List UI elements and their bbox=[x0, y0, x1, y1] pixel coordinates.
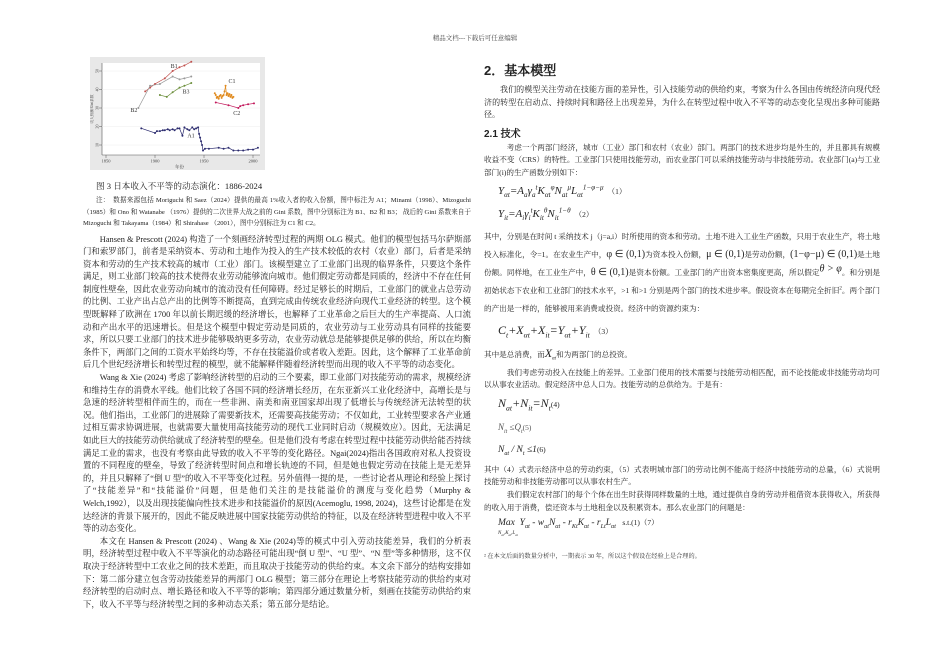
line-chart bbox=[90, 57, 265, 170]
text: 是资本份额。工业部门的产出资本密集度更高，所以假定 bbox=[628, 267, 820, 277]
data-point-A1 bbox=[140, 127, 142, 129]
data-point-B1 bbox=[144, 90, 146, 92]
data-point-C2 bbox=[228, 104, 230, 106]
data-point-C2 bbox=[253, 102, 255, 104]
data-point-B2 bbox=[137, 107, 139, 109]
data-point-C1 bbox=[232, 96, 234, 98]
text: 和为两部门的总投资。 bbox=[556, 349, 632, 359]
series-label-C1: C1 bbox=[228, 78, 236, 85]
left-column bbox=[83, 180, 471, 611]
data-point-A1 bbox=[204, 148, 206, 150]
data-point-A1 bbox=[202, 150, 204, 152]
section-title: 2．基本模型 bbox=[484, 63, 557, 78]
data-point-A1 bbox=[195, 127, 197, 129]
data-point-B3 bbox=[166, 96, 168, 98]
text: 为资本投入份额， bbox=[645, 249, 707, 259]
text: 是土地份额。同样地，在工业生产中， bbox=[484, 249, 881, 277]
data-point-C1 bbox=[215, 94, 217, 96]
y-axis-label: 收入份额/Gini系数 bbox=[90, 94, 94, 124]
data-point-A1 bbox=[162, 129, 164, 131]
text: 。和分别是初始状态下农业和工业部门的技术水平，>1 和>1 分别是两个部门的技术进步率。假设资本在每期完全折旧 bbox=[484, 267, 881, 295]
consumption-line: 其中是总消费，而$X_{\alpha t}$和为两部门的总投资。 bbox=[484, 345, 632, 362]
section-intro: 我们的模型关注劳动在技能方面的差异性，引入技能劳动的供给约束，考察为什么各国由传统经济向现代经济的转型在启动点、持续时间和路径上出现差异，为什么在转型过程中收入不平等的动态变化呈现出多种可能路径。 bbox=[484, 85, 880, 120]
series-label-B1: B1 bbox=[170, 64, 178, 70]
data-point-B2 bbox=[190, 76, 192, 78]
data-point-B1 bbox=[183, 64, 185, 66]
data-point-A1 bbox=[201, 144, 203, 146]
data-point-A1 bbox=[247, 149, 249, 151]
subsection-title: 2.1 技术 bbox=[484, 128, 521, 140]
text: 是劳动份额， bbox=[744, 249, 791, 259]
footnote: ² 在本文后面的数量分析中，一期表示 30 年，所以这个假设在经验上是合理的。 bbox=[484, 553, 701, 561]
max-operator: Max bbox=[498, 518, 515, 529]
equation-2: $Y_{it}=A_i\gamma_i^tK_{it}^\theta N_{it}^{1-\theta}$ （2） bbox=[498, 205, 594, 222]
series-label-B2: B2 bbox=[130, 108, 138, 114]
rural-problem-paragraph: 我们假定农村部门的每个个体在出生时获得同样数量的土地，通过提供自身的劳动并租借资本获得收入，所获得的收入用于消费，偿还资本与土地租金以及积累资本。那么农业部门的问题是： bbox=[484, 489, 880, 512]
data-point-A1 bbox=[167, 128, 169, 130]
data-point-C1 bbox=[229, 96, 231, 98]
data-point-A1 bbox=[164, 129, 166, 131]
data-point-A1 bbox=[252, 149, 254, 151]
data-point-C1 bbox=[228, 95, 230, 97]
data-point-A1 bbox=[237, 150, 239, 152]
paragraph-wang-xie: Wang & Xie (2024) 考虑了影响经济转型的启动的三个要素，即工业部门对技能劳动的需求，规模经济和维持生存的消费水平线。他们比较了各国不同的经济增长经历，在东亚新兴工业化经济中，高增长是与急速的经济转型相伴而生的，而在一些非洲、南美和南亚国家却出现了低增长与传统经济无法转型的状况。他们指出，工业部门的进展除了需要新技术，还需要高技能劳动；不仅如此，工业转型要求各产业通过相互需求协调进展，也就需要大量使用高技能劳动的现代工业同时启动（规模效应）。因此，无法满足如此巨大的技能劳动供给就成了经济转型的壁垒。但是他们没有考虑在转型过程中技能劳动供给能否持续满足工业的需求，也没有考察由此导致的收入不平等的变化路径。Ngai(2024)指出各国政府对私人投资设置的不同程度的壁垒，导致了经济转型时间点和增长轨迹的不同，但是她也假定劳动在技能上是无差异的，并且只解释了“倒 U 型”的收入不平等变化过程。另外值得一提的是，一些讨论者从理论和经验上探讨了“技能差异”和“技能溢价”问题，但是他们关注的是技能溢价的测度与变化趋势（Murphy & Welch,1992），以及出现技能偏向性技术进步和技能溢价的原因(Acemoglu, 1998, 2024)，这些讨论都是在发达经济的背景下展开的，因此不能反映进展中国家技能劳动供给的特征，以及在经济转型进程中收入不平等的动态变化。 bbox=[83, 373, 471, 534]
text: 其中是总消费，而 bbox=[484, 349, 545, 359]
figure-note: 注： 数据来源包括 Moriguchi 和 Saez（2024）提供的最高 1%收入者的收入份额，图中标注为 A1；Minami（1998）、Mizoguchi （1985）和 Ono 和 Watanabe （1976）提供的二次世界大战之前的 Gini 系数，图中分别标注为 B1、B2 和 B3； 战后的 Gini 系数来自于 Mizoguchi 和 Takayama（1984）和 Shirahase （2001），图中分别标注为 C1 和 C2。 bbox=[83, 197, 471, 227]
paragraph-this-paper: 本文在 Hansen & Prescott (2024) 、Wang & Xie (2024)等的模式中引入劳动技能差异，我们的分析表明，经济转型过程中收入不平等演化的动态路径可能出现“倒 U 型”、“U 型”、“N 型”等多种情形，这不仅取决于经济转型中工农业之间的技术差距，而且取决于技能劳动的供给约束。本文余下部分的结构安排如下：第二部分建立包含劳动技能差异的两部门 OLG 模型；第三部分在理论上考察技能劳动的供给约束对经济转型的启动时点、增长路径和收入不平等的影响；第四部分通过数量分析，刻画在技能劳动供给约束下，收入不平等与经济转型之间的多种动态关系；第五部分是结论。 bbox=[83, 536, 471, 609]
phi-range: φ ∈ (0,1) bbox=[606, 248, 646, 260]
y-tick-label: 50 bbox=[94, 69, 100, 73]
data-point-B1 bbox=[179, 66, 181, 68]
theta-range: θ ∈ (0,1) bbox=[590, 266, 629, 278]
data-point-B3 bbox=[172, 91, 174, 93]
data-point-B2 bbox=[179, 78, 181, 80]
mu-range: μ ∈ (0,1) bbox=[706, 248, 745, 260]
data-point-A1 bbox=[181, 135, 183, 137]
data-point-C1 bbox=[230, 94, 232, 96]
data-point-B3 bbox=[183, 85, 185, 87]
data-point-C2 bbox=[242, 104, 244, 106]
y-tick-label: 40 bbox=[94, 87, 100, 92]
y-tick-label: 10 bbox=[94, 143, 100, 147]
series-label-C2: C2 bbox=[233, 111, 241, 117]
data-point-B3 bbox=[190, 82, 192, 84]
equation-3: $C_t+X_{\alpha t}+X_{it}=Y_{\alpha t}+Y_{it}$ （3） bbox=[498, 322, 613, 339]
data-point-A1 bbox=[193, 128, 195, 130]
data-point-C1 bbox=[218, 98, 220, 100]
data-point-A1 bbox=[228, 147, 230, 149]
data-point-B1 bbox=[164, 77, 166, 79]
data-point-C1 bbox=[214, 92, 216, 94]
data-point-A1 bbox=[191, 126, 193, 128]
data-point-B3 bbox=[159, 94, 161, 96]
equation-1: $Y_{\alpha t}=A_a\gamma_a^tK_{\alpha t}^\varphi N_{at}^\mu L_{\alpha t}^{1-\varphi-\mu}$ （1） bbox=[498, 182, 627, 199]
footnote-ref[interactable]: 2 bbox=[839, 286, 842, 292]
data-point-A1 bbox=[199, 137, 201, 139]
data-point-A1 bbox=[218, 147, 220, 149]
equation-6-number: (6) bbox=[536, 444, 546, 454]
data-point-C1 bbox=[228, 93, 230, 95]
data-point-A1 bbox=[172, 128, 174, 130]
y-tick-label: 20 bbox=[94, 124, 100, 129]
technology-paragraph: 考虑一个两部门经济，城市（工业）部门和农村（农业）部门。两部门的技术进步均是外生的，并且都具有规模收益不变（CRS）的特性。工业部门只使用技能劳动，而农业部门可以采纳技能劳动与非技能劳动。农业部门(a)与工业部门(i)的生产函数分别如下： bbox=[484, 142, 880, 177]
plot-area bbox=[102, 63, 260, 155]
theta-gt-phi: θ > φ bbox=[819, 263, 842, 275]
x-tick-label: 2000 bbox=[248, 158, 258, 164]
series-label-B3: B3 bbox=[182, 89, 190, 96]
data-point-A1 bbox=[197, 126, 199, 128]
data-point-A1 bbox=[223, 148, 225, 150]
equation-7: Max $Y_{\alpha t} - w_{at}N_{\alpha t} - r_{Kt}K_{\alpha t} - r_{Lt}L_{\alpha t}$ s.t.(1)（7） $N_{\alpha t},K_{\alpha t},L_{\alpha t}$ bbox=[498, 518, 659, 538]
page-header: 精品文档---下载后可任意编辑 bbox=[432, 35, 518, 42]
data-point-A1 bbox=[183, 126, 185, 128]
data-point-B1 bbox=[190, 61, 192, 63]
x-tick-label: 1950 bbox=[199, 158, 209, 164]
equation-3-number: （3） bbox=[593, 326, 613, 336]
data-point-A1 bbox=[186, 128, 188, 130]
right-column bbox=[484, 62, 880, 564]
data-point-A1 bbox=[156, 130, 158, 132]
data-point-A1 bbox=[208, 148, 210, 150]
data-point-C1 bbox=[220, 94, 222, 96]
figure-3-chart bbox=[90, 57, 265, 170]
equation-4: $N_{at}+N_{it}=N_t(4)$ bbox=[498, 395, 560, 413]
data-point-C1 bbox=[226, 94, 228, 96]
data-point-C1 bbox=[225, 85, 227, 87]
data-point-B2 bbox=[172, 76, 174, 78]
data-point-C2 bbox=[237, 107, 239, 109]
labor-paragraph: 我们考虑劳动投入在技能上的差异。工业部门使用的技术需要与技能劳动相匹配，而不论技能或非技能劳动均可以从事农业活动。假定经济中总人口为。技能劳动的总供给为。于是有： bbox=[484, 367, 880, 390]
equation-2-number: （2） bbox=[574, 209, 594, 219]
data-point-A1 bbox=[169, 129, 171, 131]
figure-caption: 图 3 日本收入不平等的动态演化：1886-2024 bbox=[96, 181, 263, 191]
data-point-A1 bbox=[232, 150, 234, 152]
data-point-C1 bbox=[227, 92, 229, 94]
data-point-A1 bbox=[154, 132, 156, 134]
data-point-A1 bbox=[174, 129, 176, 131]
equation-6: $N_{at} / N_t \le 1(6)$ bbox=[498, 444, 546, 457]
data-point-A1 bbox=[159, 130, 161, 132]
data-point-B2 bbox=[149, 85, 151, 87]
paragraph-hansen-prescott: Hansen & Prescott (2024) 构造了一个刻画经济转型过程的两期 OLG 模式。他们的模型包括马尔萨斯部门和索罗部门，前者是采纳资本、劳动和土地作为投入的生产技术较低的农村（农业）部门，后者是采纳资本和劳动的生产技术较高的城市（工业）部门。该模型建立了工业部门出现的临界条件，只要这个条件满足，则工业部门较高的技术使得农业劳动能够流向城市。他们假定劳动都是同质的，经济中不存在任何制度性壁垒，因此农业劳动向城市的流动没有任何障碍。经过足够长的时期后，工业部门的就业占总劳动的比例、工业产出占总产出的比例等不断提高，直到完成由传统农业经济向现代工业经济的转型。这个模型既解释了欧洲在 1700 年以前长期迟缓的经济增长，也解释了工业革命之后巨大的生产率提高、人口流动和产出水平的迅速增长。但是这个模型中假定劳动是同质的，农业劳动与工业劳动具有同样的技能要求，所以只要工业部门的技术进步能够吸纳更多劳动，农业劳动就总是能够提供足够的供给，所以在均衡条件下，两部门之间的工资水平始终均等，不存在技能溢价或者收入差距。因此，这个解释了工业革命前后几个世纪经济增长和转型过程的模型，就不能解释伴随着经济转型而出现的收入不平等的动态变化。 bbox=[83, 234, 471, 370]
equation-5-number: (5) bbox=[522, 422, 532, 432]
data-point-A1 bbox=[200, 140, 202, 142]
land-share-range: (1−φ−μ) ∈ (0,1) bbox=[790, 248, 858, 260]
constraint-explanation: 其中（4）式表示经济中总的劳动约束，（5）式表明城市部门的劳动比例不能高于经济中技能劳动的总量，（6）式说明技能劳动和非技能劳动都可以从事农村生产。 bbox=[484, 464, 880, 487]
data-point-A1 bbox=[257, 147, 259, 149]
data-point-B2 bbox=[183, 77, 185, 79]
series-label-A1: A1 bbox=[187, 133, 195, 140]
x-tick-label: 1900 bbox=[150, 158, 160, 164]
y-tick-label: 30 bbox=[94, 106, 100, 110]
data-point-C2 bbox=[239, 105, 241, 107]
x-axis-label: 年份 bbox=[175, 164, 184, 170]
parameter-paragraph bbox=[484, 228, 880, 318]
text: 其中，分别是在时间 t 采纳技术 j（j=a,i）时所使用的资本和劳动。土地不进入工业生产函数，只用于农业生产，将土地投入标准化，令=1。在农业生产中， bbox=[484, 231, 880, 259]
data-point-C1 bbox=[221, 97, 223, 99]
x-tick-label: 1850 bbox=[101, 158, 111, 164]
data-point-B1 bbox=[172, 70, 174, 72]
equation-5: $N_{it} \le Q_t(5)$ bbox=[498, 421, 532, 435]
equation-4-number: (4) bbox=[550, 399, 560, 409]
data-point-C1 bbox=[217, 96, 219, 98]
data-point-C1 bbox=[224, 90, 226, 92]
data-point-A1 bbox=[179, 127, 181, 129]
data-point-B2 bbox=[159, 83, 161, 85]
equation-7-tail: s.t.(1)（7） bbox=[622, 518, 659, 528]
data-point-C2 bbox=[247, 103, 249, 105]
data-point-B3 bbox=[179, 87, 181, 89]
data-point-A1 bbox=[177, 127, 179, 129]
data-point-C2 bbox=[215, 101, 217, 103]
data-point-A1 bbox=[198, 133, 200, 135]
data-point-A1 bbox=[242, 150, 244, 152]
text: 。两个部门的产出是一样的，能够被用来消费或投资。经济中的资源约束为： bbox=[484, 285, 881, 313]
equation-1-number: （1） bbox=[607, 186, 627, 196]
data-point-A1 bbox=[188, 129, 190, 131]
data-point-C1 bbox=[223, 94, 225, 96]
